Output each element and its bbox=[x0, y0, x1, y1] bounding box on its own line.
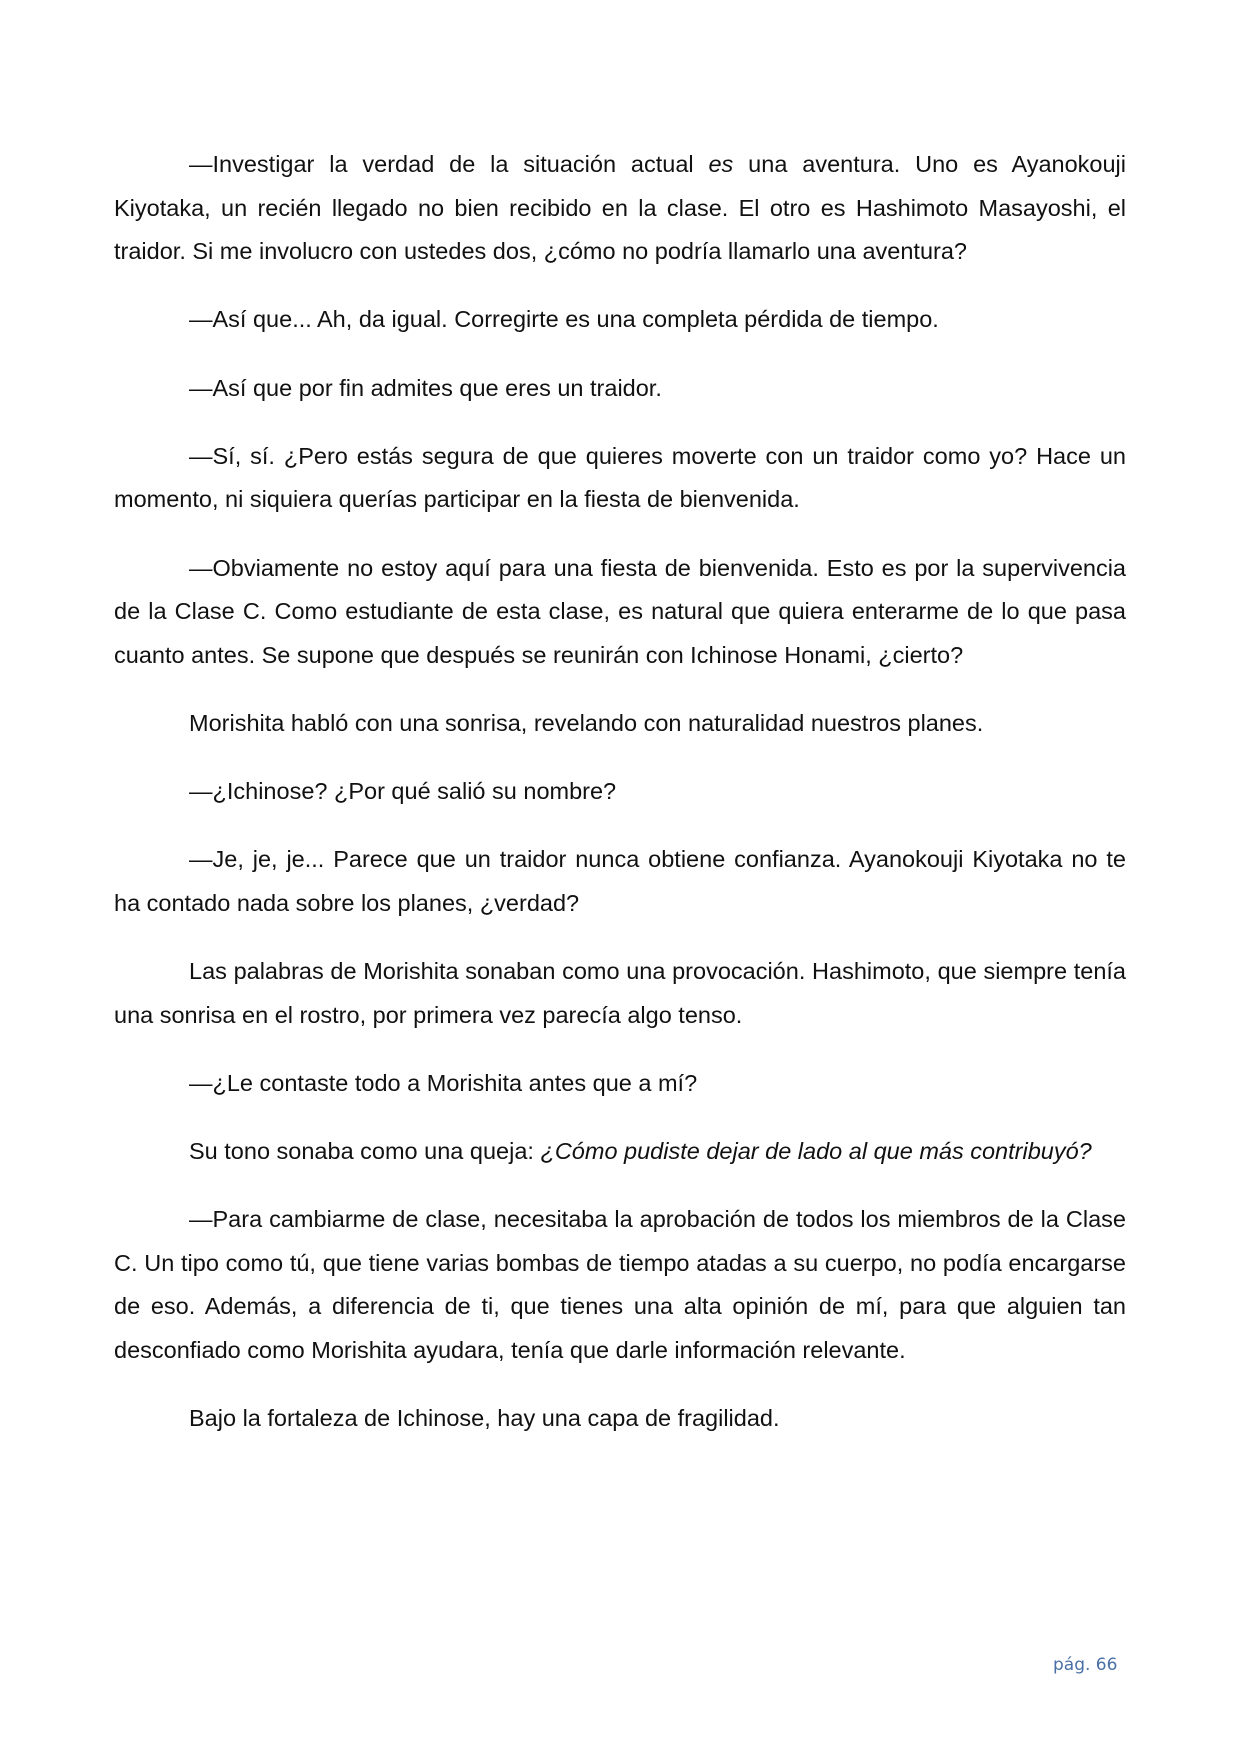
paragraph bbox=[114, 547, 1126, 678]
body-text bbox=[114, 143, 1126, 1465]
text-segment: —Para cambiarme de clase, necesitaba la aprobación de todos los miembros de la Clase C. Un tipo como tú, que tiene varias bombas de tiempo atadas a su cuerpo, no podía encargarse de eso. Además, a diferencia de ti, que tienes una alta opinión de mí, para que alguien tan desconfiado como Morishita ayudara, tenía que darle información relevante. bbox=[114, 1206, 1126, 1363]
text-segment: —¿Le contaste todo a Morishita antes que a mí? bbox=[189, 1069, 698, 1096]
italic-segment: es bbox=[708, 151, 734, 177]
paragraph bbox=[114, 298, 1126, 342]
text-segment: —Sí, sí. ¿Pero estás segura de que quieres moverte con un traidor como yo? Hace un momento, ni siquiera querías participar en la fiesta de bienvenida. bbox=[114, 442, 1126, 513]
page-number: pág. 66 bbox=[1053, 1655, 1118, 1675]
text-segment: una aventura. Uno es Ayanokouji Kiyotaka, un recién llegado no bien recibido en la clase. El otro es Hashimoto Masayoshi, el traidor. Si me involucro con ustedes dos, ¿cómo no podría llamarlo una aventura? bbox=[114, 151, 1127, 265]
paragraph bbox=[114, 143, 1126, 274]
text-segment: Las palabras de Morishita sonaban como una provocación. Hashimoto, que siempre tenía una sonrisa en el rostro, por primera vez parecía algo tenso. bbox=[114, 958, 1126, 1028]
paragraph bbox=[114, 1130, 1126, 1174]
paragraph bbox=[114, 770, 1126, 814]
text-segment: —Así que por fin admites que eres un traidor. bbox=[189, 374, 662, 401]
text-segment: —Obviamente no estoy aquí para una fiesta de bienvenida. Esto es por la supervivencia de la Clase C. Como estudiante de esta clase, es natural que quiera enterarme de lo que pasa cuanto antes. Se supone que después se reunirán con Ichinose Honami, ¿cierto? bbox=[114, 554, 1126, 668]
text-segment: —Investigar la verdad de la situación actual bbox=[189, 151, 709, 177]
text-segment: Su tono sonaba como una queja: bbox=[189, 1138, 541, 1165]
text-segment: Morishita habló con una sonrisa, revelando con naturalidad nuestros planes. bbox=[189, 709, 984, 736]
paragraph bbox=[114, 1198, 1126, 1372]
italic-segment: ¿Cómo pudiste dejar de lado al que más contribuyó? bbox=[540, 1138, 1092, 1165]
paragraph bbox=[114, 1062, 1126, 1106]
paragraph bbox=[114, 435, 1126, 522]
text-segment: —Así que... Ah, da igual. Corregirte es una completa pérdida de tiempo. bbox=[189, 306, 939, 333]
paragraph bbox=[114, 702, 1126, 746]
paragraph bbox=[114, 1397, 1126, 1441]
paragraph bbox=[114, 367, 1126, 411]
paragraph bbox=[114, 838, 1126, 925]
text-segment: —¿Ichinose? ¿Por qué salió su nombre? bbox=[189, 778, 617, 805]
paragraph bbox=[114, 950, 1126, 1037]
text-segment: —Je, je, je... Parece que un traidor nunca obtiene confianza. Ayanokouji Kiyotaka no te ha contado nada sobre los planes, ¿verdad? bbox=[114, 846, 1126, 916]
text-segment: Bajo la fortaleza de Ichinose, hay una capa de fragilidad. bbox=[189, 1405, 780, 1432]
